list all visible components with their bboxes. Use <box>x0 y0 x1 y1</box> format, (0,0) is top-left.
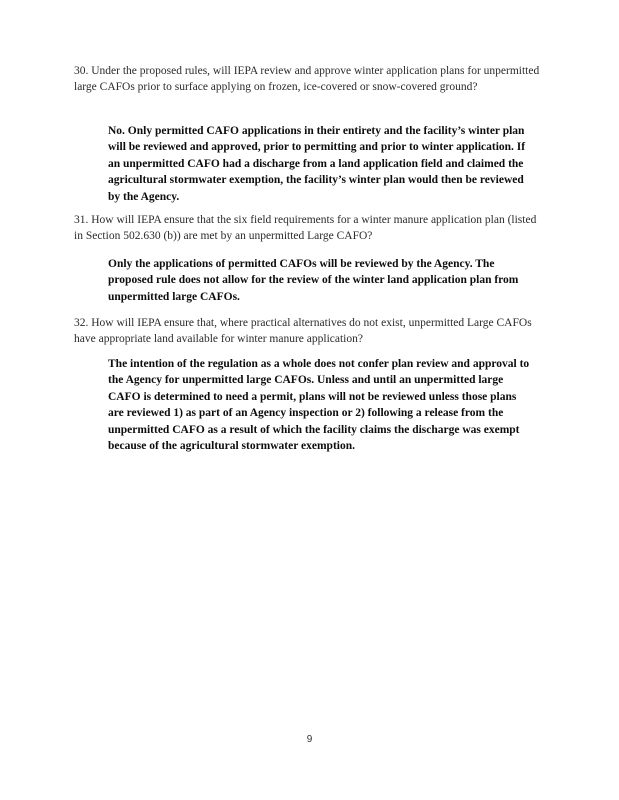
question-31: 31. How will IEPA ensure that the six field requirements for a winter manure application plan (listed in Section 502.630 (b)) are met by an unpermitted Large CAFO? <box>74 214 537 242</box>
answer-32: The intention of the regulation as a whole does not confer plan review and approval to the Agency for unpermitted large CAFOs. Unless and until an unpermitted large CAFO is determined to need a permit, plans will not be reviewed unless those plans are reviewed 1) as part of an Agency inspection or 2) following a release from the unpermitted CAFO as a result of which the facility claims the discharge was exempt because of the agricultural stormwater exemption. <box>108 358 530 453</box>
answer-30: No. Only permitted CAFO applications in their entirety and the facility’s winter plan will be reviewed and approved, prior to permitting and prior to winter application. If an unpermitted CAFO had a discharge from a land application field and claimed the agricultural stormwater exemption, the facility’s winter plan would then be reviewed by the Agency. <box>108 125 526 203</box>
page-number: 9 <box>306 734 313 745</box>
question-32: 32. How will IEPA ensure that, where practical alternatives do not exist, unpermitted Large CAFOs have appropriate land available for winter manure application? <box>74 317 532 345</box>
question-30: 30. Under the proposed rules, will IEPA review and approve winter application plans for unpermitted large CAFOs prior to surface applying on frozen, ice-covered or snow-covered ground? <box>74 65 540 93</box>
answer-31: Only the applications of permitted CAFOs will be reviewed by the Agency. The proposed rule does not allow for the review of the winter land application plan from unpermitted large CAFOs. <box>108 258 519 303</box>
